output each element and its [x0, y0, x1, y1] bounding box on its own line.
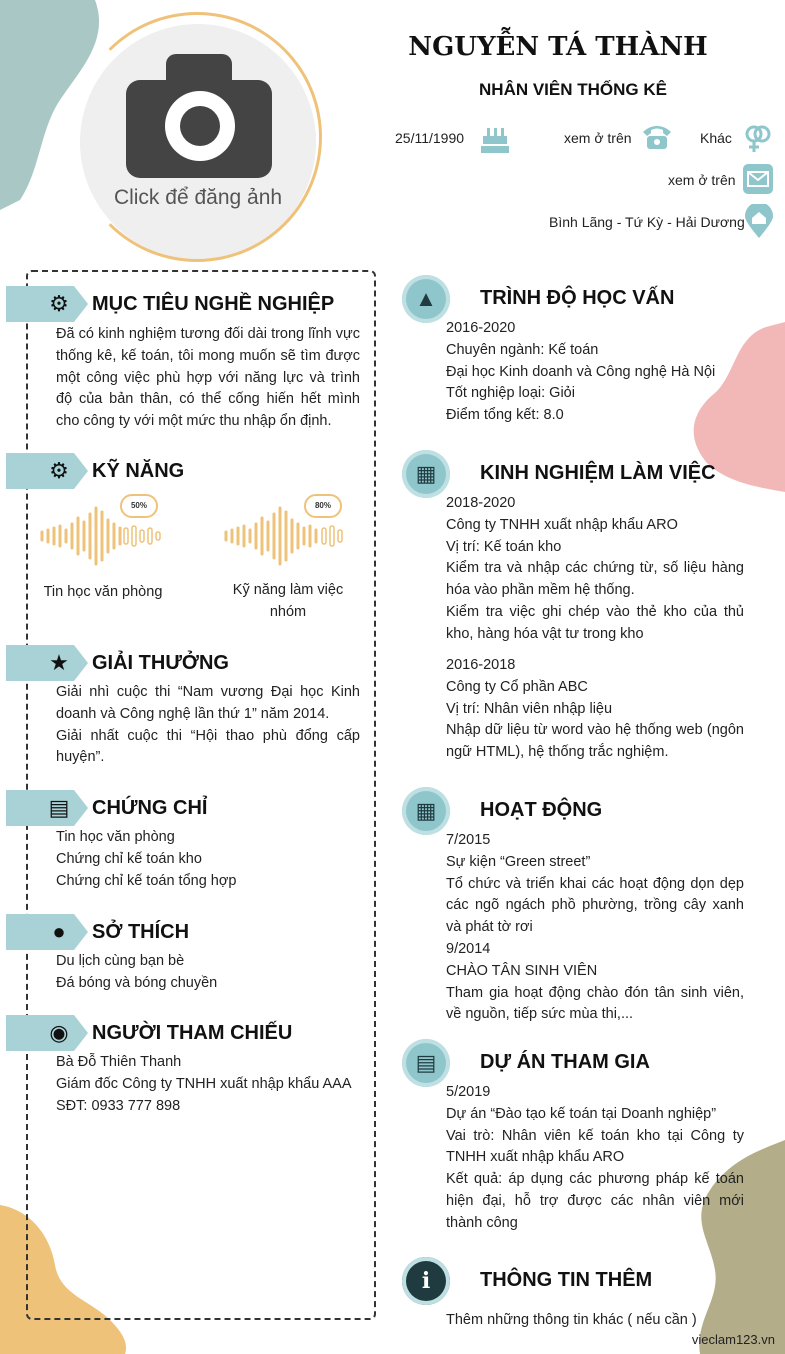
objective-title: MỤC TIÊU NGHỀ NGHIỆP — [92, 293, 335, 315]
awards-title: GIẢI THƯỞNG — [92, 652, 229, 674]
education-line: Điểm tổng kết: 8.0 — [446, 407, 564, 424]
experience-job-2 — [446, 655, 744, 764]
certificates-list — [56, 827, 360, 892]
projects-details — [446, 1082, 744, 1235]
candidate-name: NGUYỄN TÁ THÀNH — [408, 32, 708, 62]
education-line: Tốt nghiệp loại: Giỏi — [446, 385, 575, 402]
certificate-item: Tin học văn phòng — [56, 829, 175, 845]
gamepad-icon: ● — [52, 919, 66, 944]
chart-icon: ▦ — [402, 450, 450, 498]
projects-title: DỰ ÁN THAM GIA — [480, 1051, 650, 1073]
activity-line: Tổ chức và triển khai các hoạt động dọn dẹp các ngõ ngách phồ phường, trồng cây xanh và phát tờ rơi — [446, 875, 744, 936]
hobbies-list — [56, 951, 360, 995]
reference-item: SĐT: 0933 777 898 — [56, 1097, 181, 1114]
certificates-title: CHỨNG CHỈ — [92, 797, 208, 819]
hobby-item: Đá bóng và bóng chuyền — [56, 974, 218, 991]
phone-icon — [641, 124, 673, 150]
awards-tab — [6, 645, 86, 681]
camera-lens-inner — [180, 106, 220, 146]
skill-1-level-badge: 50% — [120, 494, 158, 518]
objective-text: Đã có kinh nghiệm tương đối dài trong lĩnh vực thống kê, kế toán, tôi mong muốn sẽ tìm được một công việc phù hợp với năng lực và trình độ của bản thân, có thể cống hiến hết mình cho công ty với một mức thu nhập ổn định. — [56, 326, 360, 430]
cake-icon — [480, 122, 510, 154]
hobbies-title: SỞ THÍCH — [92, 921, 190, 943]
email-text: xem ở trên — [668, 172, 736, 188]
education-line: Đại học Kinh doanh và Công nghệ Hà Nội — [446, 363, 716, 380]
hobby-item: Du lịch cùng bạn bè — [56, 953, 185, 969]
mail-icon — [743, 164, 773, 194]
experience-line: Công ty Cổ phần ABC — [446, 678, 588, 695]
certificate-item: Chứng chỉ kế toán tổng hợp — [56, 872, 237, 889]
education-title: TRÌNH ĐỘ HỌC VẤN — [480, 287, 675, 309]
experience-line: Vị trí: Nhân viên nhập liệu — [446, 700, 613, 717]
project-line: Vai trò: Nhân viên kế toán kho tại Công ty TNHH xuất nhập khẩu ARO — [446, 1127, 744, 1166]
address-text: Bình Lãng - Tứ Kỳ - Hải Dương — [549, 214, 745, 230]
skill-2-label: Kỹ năng làm việc nhóm — [232, 582, 344, 620]
reference-item: Bà Đỗ Thiên Thanh — [56, 1054, 182, 1070]
education-details — [446, 318, 744, 427]
experience-job-1 — [446, 493, 744, 646]
skill-2-level-badge: 80% — [304, 494, 342, 518]
more-info-title: THÔNG TIN THÊM — [480, 1269, 653, 1291]
skills-title: KỸ NĂNG — [92, 460, 185, 482]
location-icon — [745, 204, 773, 238]
experience-line: Công ty TNHH xuất nhập khẩu ARO — [446, 516, 678, 533]
more-info-text: Thêm những thông tin khác ( nếu cần ) — [446, 1312, 697, 1328]
trophy-icon: ★ — [49, 650, 69, 675]
project-line: Kết quả: áp dụng các phương pháp kế toán hiện đại, hỗ trợ được các nhân viên mới thành công — [446, 1171, 744, 1231]
footer-watermark: vieclam123.vn — [691, 1332, 775, 1347]
gender-icon — [743, 122, 773, 154]
graduation-icon: ▲ — [402, 275, 450, 323]
lightbulb-icon: ⚙ — [49, 458, 69, 483]
experience-line: Kiểm tra việc ghi chép vào thẻ kho của thủ kho, hàng hóa vật tư trong kho — [446, 603, 744, 642]
award-item: Giải nhì cuộc thi “Nam vương Đại học Kinh doanh và Công nghệ lần thứ 1” năm 2014. — [56, 684, 360, 722]
job-title: NHÂN VIÊN THỐNG KÊ — [479, 80, 667, 99]
education-line: 2016-2020 — [446, 320, 516, 336]
phone-text: xem ở trên — [564, 130, 632, 146]
activities-title: HOẠT ĐỘNG — [480, 799, 603, 821]
education-line: Chuyên ngành: Kế toán — [446, 341, 599, 358]
hobbies-tab — [6, 914, 86, 950]
experience-line: 2016-2018 — [446, 657, 516, 673]
certificate-icon: ▤ — [48, 795, 70, 820]
references-tab — [6, 1015, 86, 1051]
references-list — [56, 1052, 360, 1117]
project-line: Dự án “Đào tạo kế toán tại Doanh nghiệp” — [446, 1105, 717, 1122]
birthday-text: 25/11/1990 — [395, 130, 465, 146]
activity-line: Sự kiện “Green street” — [446, 853, 591, 870]
experience-title: KINH NGHIỆM LÀM VIỆC — [480, 462, 716, 484]
certificates-tab — [6, 790, 86, 826]
activities-details — [446, 830, 744, 1026]
objective-tab — [6, 286, 86, 322]
activity-line: 9/2014 — [446, 940, 491, 957]
gender-text: Khác — [700, 130, 732, 146]
skills-tab — [6, 453, 86, 489]
project-line: 5/2019 — [446, 1084, 491, 1100]
project-icon: ▤ — [402, 1039, 450, 1087]
award-item: Giải nhất cuộc thi “Hội thao phù đổng cấp huyện”. — [56, 727, 360, 766]
activity-line: 7/2015 — [446, 832, 491, 848]
tools-icon: ⚙ — [49, 291, 69, 316]
info-icon: i — [402, 1257, 450, 1305]
references-title: NGƯỜI THAM CHIẾU — [92, 1022, 293, 1044]
experience-line: Kiểm tra và nhập các chứng từ, số liệu hàng hóa vào phần mềm hệ thống. — [446, 560, 744, 599]
reference-item: Giám đốc Công ty TNHH xuất nhập khẩu AAA — [56, 1075, 352, 1092]
awards-list — [56, 682, 360, 769]
experience-line: Nhập dữ liệu từ word vào hệ thống web (ngôn ngữ HTML), hệ thống trắc nghiệm. — [446, 722, 744, 761]
photo-caption[interactable]: Click để đăng ảnh — [113, 186, 283, 209]
user-circle-icon: ◉ — [49, 1020, 69, 1045]
experience-line: Vị trí: Kế toán kho — [446, 538, 562, 555]
activity-line: CHÀO TÂN SINH VIÊN — [446, 962, 598, 979]
activity-line: Tham gia hoạt động chào đón tân sinh viên, về nguồn, tiếp sức mùa thi,... — [446, 984, 744, 1023]
calendar-icon: ▦ — [402, 787, 450, 835]
experience-line: 2018-2020 — [446, 495, 516, 511]
certificate-item: Chứng chỉ kế toán kho — [56, 850, 202, 867]
skill-1-label: Tin học văn phòng — [43, 584, 163, 600]
